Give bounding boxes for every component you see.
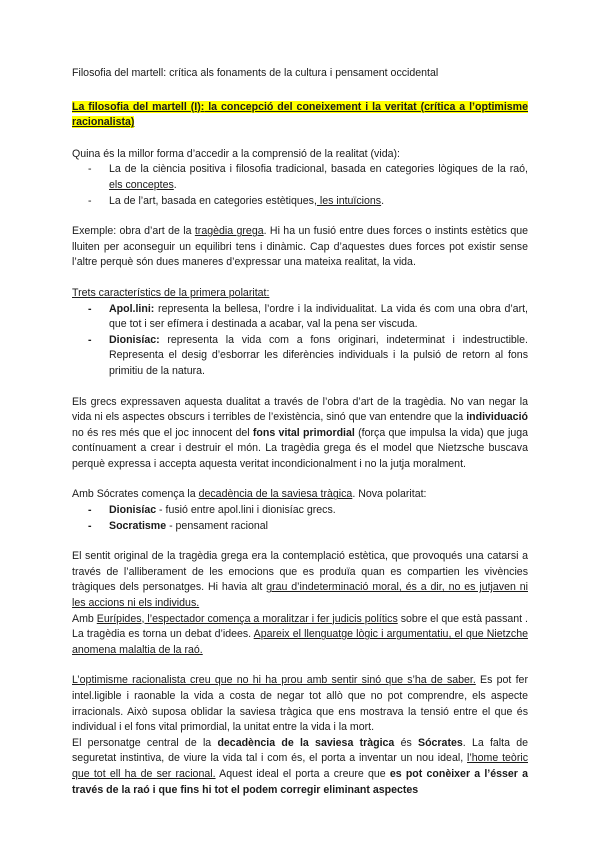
greeks-paragraph: Els grecs expressaven aquesta dualitat a través de l’obra d’art de la tragèdia. No van negar la vida ni els aspectes obscurs i terribles de l’existència, sinó que van entendre que la individuació no és res més que el joc innocent del fons vital primordial (força que impulsa la vida) que juga contínuament a crear i destruir el món. La tragèdia grega és el model que Nietzsche buscava perquè expressa i accepta aquesta veritat incondicionalment i no la jutja moralment. [72,395,528,470]
list-item: - Dionisíac - fusió entre apol.lini i dionisíac grecs. [72,503,528,519]
example-paragraph: Exemple: obra d’art de la tragèdia grega. Hi ha un fusió entre dues forces o instints estètics que lluiten per aconseguir un equilibri tens i dinàmic. Cap d’aquestes dues forces pot existir sense l’altre perquè són dues maneres d’expressar una mateixa realitat, la vida. [72,225,528,269]
dash-bullet: - [88,504,92,517]
polarity-list [72,503,528,534]
intro-question: Quina és la millor forma d’accedir a la comprensió de la realitat (vida): [72,147,400,160]
concepts-link: els conceptes [109,178,174,191]
traits-list [72,302,528,380]
list-item: - La de la ciència positiva i filosofia tradicional, basada en categories lògiques de la raó, els conceptes. [88,163,528,191]
dash-bullet: - [88,302,92,315]
heading-part-2: la concepció del coneixement i la veritat (crítica a l’optimisme racionalista) [72,100,528,129]
sense-paragraph: El sentit original de la tragèdia grega era la contemplació estètica, que provoqués una catarsi a través de l’alliberament de les emocions que es produïa quan es compartien les vivències tràgiques dels personatges. Hi havia alt grau d’indeterminació moral, és a dir, no es jutjaven ni les accions ni els individus. [72,550,528,610]
list-item: - Dionisíac: representa la vida com a fons originari, indeterminat i indestructible. Representa el desig d’esborrar les diferències individuals i la pulsió de retorn al fons primitiu de la natura. [88,333,528,377]
traits-title: Trets característics de la primera polaritat: [72,286,270,299]
page-content [72,66,528,798]
euripides-paragraph: Amb Eurípides, l’espectador comença a moralitzar i fer judicis polítics sobre el que està passant . La tragèdia es torna un debat d’idees. Apareix el llenguatge lògic i argumentatiu, el que Nietzche anomena malaltia de la raó. [72,612,528,656]
socrates-paragraph: El personatge central de la decadència de la saviesa tràgica és Sócrates. La falta de seguretat instintiva, de viure la vida tal i com és, el porta a inventar un nou ideal, l’home teòric que tot ell ha de ser racional. Aquest ideal el porta a creure que es pot conèixer a l’ésser a través de la raó i que fins hi tot el podem corregir eliminant aspectes [72,736,529,796]
greek-tragedy-link: tragèdia grega [194,225,264,238]
document-title: Filosofia del martell: crítica als fonaments de la cultura i pensament occidental [72,67,439,79]
list-item: - Apol.lini: representa la bellesa, l’ordre i la individualitat. La vida és com una obra d’art, que tot i ser efímera i destinada a acabar, val la pena ser viscuda. [88,302,528,331]
intro-list [72,162,528,209]
decadence-link: decadència de la saviesa tràgica [198,488,353,501]
socrates-intro: Amb Sócrates comença la decadència de la saviesa tràgica. Nova polaritat: [72,488,427,501]
optimism-paragraph: L’optimisme racionalista creu que no hi ha prou amb sentir sinó que s’ha de saber. Es pot fer intel.ligible i raonable la vida a costa de negar tot allò que no pot comprendre, els aspecte irracionals. Això suposa oblidar la saviesa tràgica que ens mostrava la tensió entre el que és individual i el fons vital primordial, la unitat entre la vida i la mort. [72,674,528,734]
intuitions-link: les intuïcions [316,194,382,207]
list-item: - Socratisme - pensament racional [72,519,528,535]
section-heading [72,100,528,131]
list-item: - La de l’art, basada en categories estètiques, les intuïcions. [72,194,528,210]
heading-part-1: La filosofia del martell (I): [72,100,205,113]
dash-bullet: - [88,333,92,346]
dash-bullet: - [88,194,92,207]
dash-bullet: - [88,163,92,176]
dash-bullet: - [88,519,92,532]
